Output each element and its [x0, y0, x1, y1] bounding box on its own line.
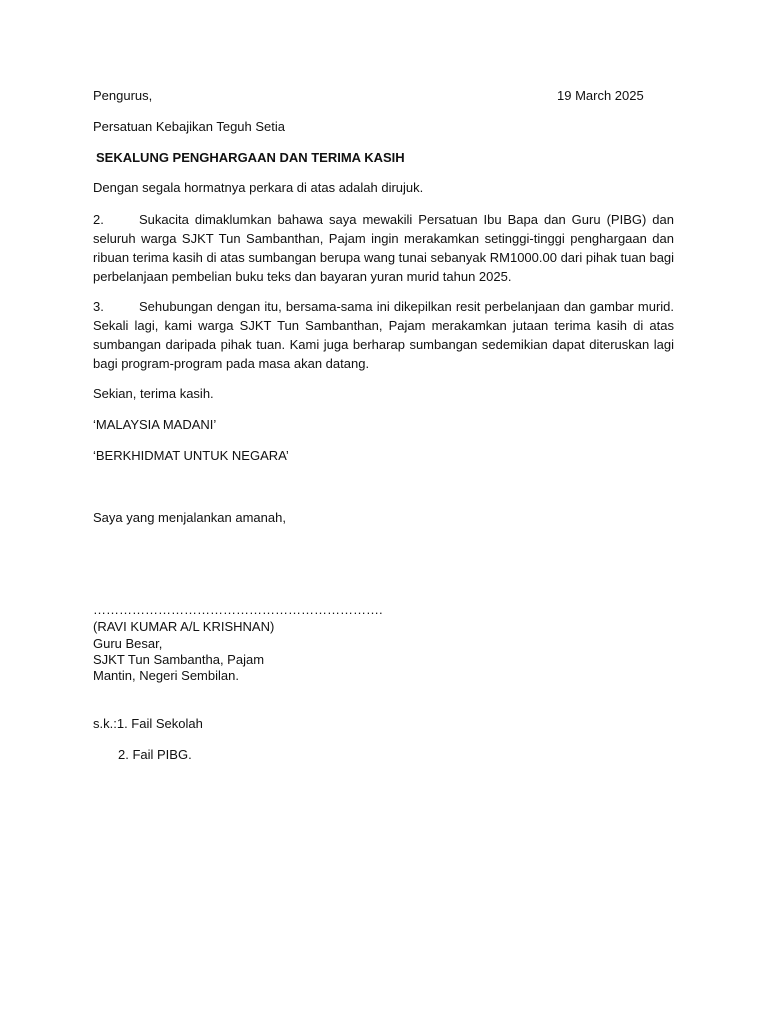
cc-item-1: s.k.:1. Fail Sekolah — [93, 716, 203, 731]
paragraph-2-line: 2. Sukacita dimaklumkan bahawa saya mewakili Persatuan Ibu Bapa dan Guru (PIBG) dan — [93, 212, 674, 227]
paragraph-2 — [93, 210, 674, 286]
slogan-malaysia-madani: ‘MALAYSIA MADANI’ — [93, 417, 217, 432]
paragraph-3-line: 3. Sehubungan dengan itu, bersama-sama ini dikepilkan resit perbelanjaan dan gambar murid. — [93, 299, 674, 314]
paragraph-3-line: bagi program-program pada masa akan datang. — [93, 356, 370, 371]
paragraph-2-line: ribuan terima kasih di atas sumbangan berupa wang tunai sebanyak RM1000.00 dari pihak tuan bagi — [93, 250, 674, 265]
paragraph-3 — [93, 297, 674, 373]
signatory-school: SJKT Tun Sambantha, Pajam — [93, 652, 265, 667]
signatory-address: Mantin, Negeri Sembilan. — [93, 668, 239, 683]
paragraph-number: 3. — [93, 299, 104, 314]
signature-line: …………………………………………………………. — [93, 602, 383, 617]
paragraph-2-line: perbelanjaan pembelian buku teks dan bayaran yuran murid tahun 2025. — [93, 269, 512, 284]
organization: Persatuan Kebajikan Teguh Setia — [93, 119, 286, 134]
letter-subject: SEKALUNG PENGHARGAAN DAN TERIMA KASIH — [96, 150, 405, 165]
slogan-berkhidmat: ‘BERKHIDMAT UNTUK NEGARA’ — [93, 448, 289, 463]
recipient: Pengurus, — [93, 88, 153, 103]
paragraph-2-line: seluruh warga SJKT Tun Sambanthan, Pajam ingin merakamkan setinggi-tinggi penghargaan dan — [93, 231, 674, 246]
paragraph-number: 2. — [93, 212, 104, 227]
signatory-title: Guru Besar, — [93, 636, 163, 651]
paragraph-3-line: sumbangan daripada pihak tuan. Kami juga berharap sumbangan sedemikian dapat diteruskan lagi — [93, 337, 674, 352]
opening-line: Dengan segala hormatnya perkara di atas adalah dirujuk. — [93, 180, 424, 195]
paragraph-3-line: Sekali lagi, kami warga SJKT Tun Sambanthan, Pajam merakamkan jutaan terima kasih di atas — [93, 318, 674, 333]
signatory-name: (RAVI KUMAR A/L KRISHNAN) — [93, 619, 275, 634]
sign-off: Saya yang menjalankan amanah, — [93, 510, 286, 525]
letter-date: 19 March 2025 — [557, 88, 644, 103]
cc-item-2: 2. Fail PIBG. — [118, 747, 192, 762]
closing-line: Sekian, terima kasih. — [93, 386, 214, 401]
